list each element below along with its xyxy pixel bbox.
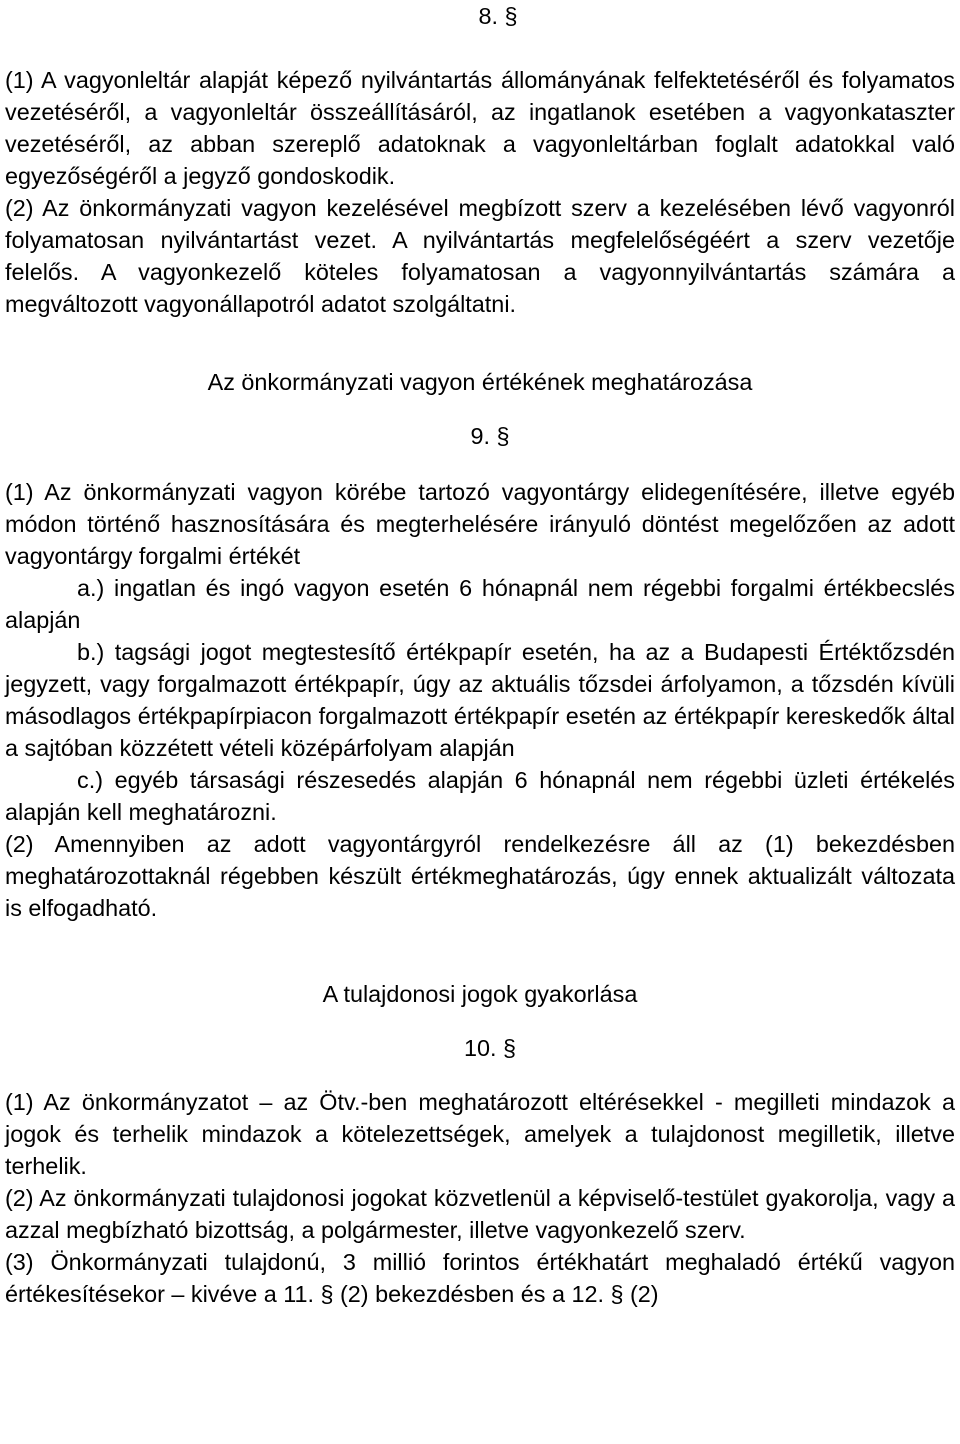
- paragraph-10-3: (3) Önkormányzati tulajdonú, 3 millió forintos értékhatárt meghaladó értékű vagyon értékesítésekor – kivéve a 11. § (2) bekezdésben és a 12. § (2): [5, 1249, 955, 1307]
- list-item-9-a: a.) ingatlan és ingó vagyon esetén 6 hónapnál nem régebbi forgalmi értékbecslés alapján: [5, 575, 955, 633]
- paragraph-9-2: (2) Amennyiben az adott vagyontárgyról rendelkezésre áll az (1) bekezdésben meghatározottaknál régebben készült értékmeghatározás, úgy ennek aktualizált változata is elfogadható.: [5, 831, 955, 921]
- section-number-10: 10. §: [463, 1035, 517, 1061]
- paragraph-10-2: (2) Az önkormányzati tulajdonosi jogokat közvetlenül a képviselő-testület gyakorolja, vagy a azzal megbízható bizottság, a polgármester, illetve vagyonkezelő szerv.: [5, 1185, 955, 1243]
- paragraph-10-1: (1) Az önkormányzatot – az Ötv.-ben meghatározott eltérésekkel - megilleti mindazok a jogok és terhelik mindazok a kötelezettségek, amelyek a tulajdonost megilletik, illetve terhelik.: [5, 1089, 955, 1179]
- section-heading-10: A tulajdonosi jogok gyakorlása: [322, 981, 638, 1007]
- paragraph-8-1: (1) A vagyonleltár alapját képező nyilvántartás állományának felfektetéséről és folyamatos vezetéséről, a vagyonleltár összeállításáról, az ingatlanok esetében a vagyonkataszter vezetéséről, az abban szereplő adatoknak a vagyonleltárban foglalt adatokkal való egyezőségéről a jegyző gondoskodik.: [5, 67, 955, 189]
- document-page: [5, 0, 955, 1310]
- list-item-9-c: c.) egyéb társasági részesedés alapján 6 hónapnál nem régebbi üzleti értékelés alapján kell meghatározni.: [5, 767, 955, 825]
- paragraph-9-1: (1) Az önkormányzati vagyon körébe tartozó vagyontárgy elidegenítésére, illetve egyéb módon történő hasznosítására és megterhelésére irányuló döntést megelőzően az adott vagyontárgy forgalmi értékét: [5, 479, 955, 569]
- list-item-9-b: b.) tagsági jogot megtestesítő értékpapír esetén, ha az a Budapesti Értéktőzsdén jegyzett, vagy forgalmazott értékpapír, úgy az aktuális tőzsdei árfolyamon, a tőzsdén kívüli másodlagos értékpapírpiacon forgalmazott értékpapír esetén az értékpapír kereskedők által a sajtóban közzétett vételi középárfolyam alapján: [5, 639, 955, 761]
- section-number-9: 9. §: [470, 423, 510, 449]
- section-heading-9: Az önkormányzati vagyon értékének meghatározása: [207, 369, 753, 395]
- paragraph-8-2: (2) Az önkormányzati vagyon kezelésével megbízott szerv a kezelésében lévő vagyonról folyamatosan nyilvántartást vezet. A nyilvántartás megfelelőségéért a szerv vezetője felelős. A vagyonkezelő köteles folyamatosan a vagyonnyilvántartás számára a megváltozott vagyonállapotról adatot szolgáltatni.: [5, 195, 955, 317]
- section-number-8: 8. §: [478, 3, 518, 29]
